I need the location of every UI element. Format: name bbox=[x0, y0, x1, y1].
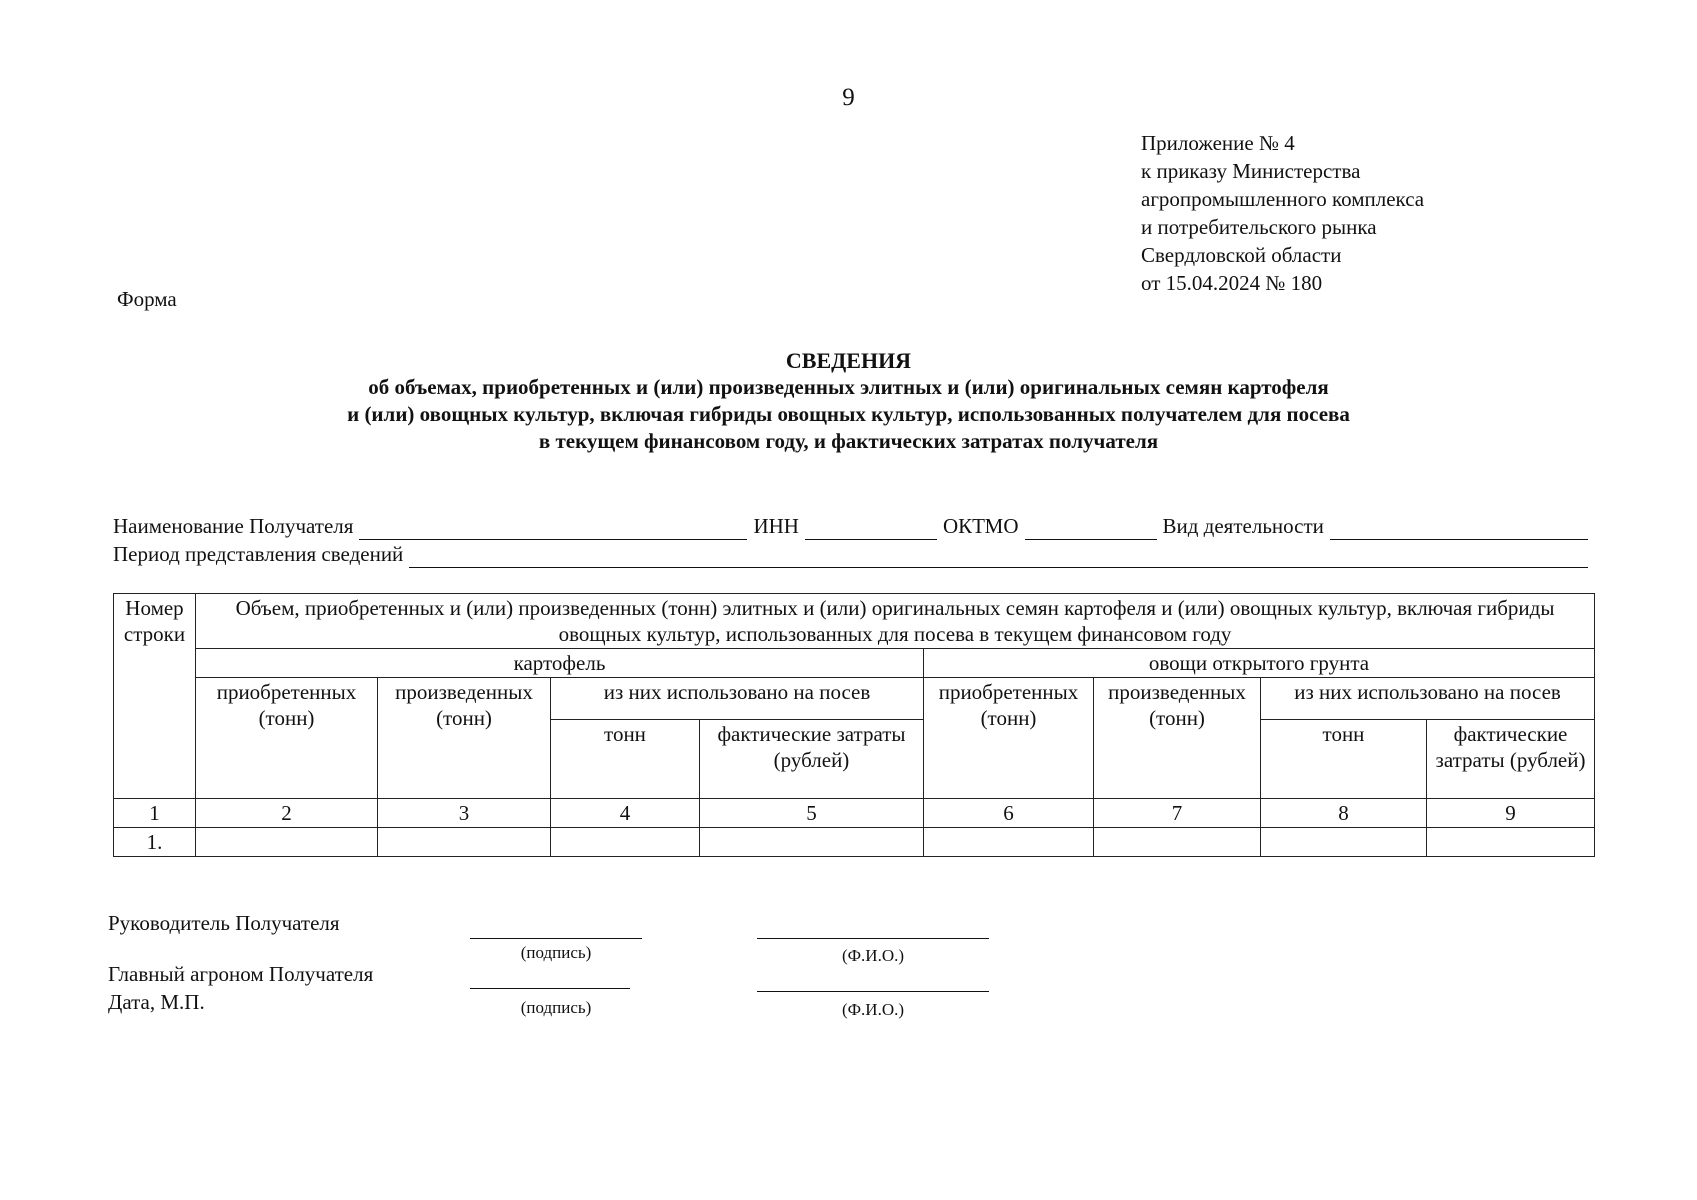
cell-veg-used-costs[interactable] bbox=[1427, 828, 1595, 857]
veg-used-header: из них использовано на посев bbox=[1261, 678, 1595, 720]
potato-header: картофель bbox=[196, 649, 924, 678]
head-label: Руководитель Получателя bbox=[108, 911, 340, 935]
oktmo-field[interactable] bbox=[1025, 519, 1157, 540]
agronomist-signature-line[interactable] bbox=[470, 988, 630, 989]
title-line: об объемах, приобретенных и (или) произведенных элитных и (или) оригинальных семян картофеля bbox=[368, 375, 1329, 399]
column-number: 3 bbox=[378, 799, 551, 828]
oktmo-label: ОКТМО bbox=[942, 514, 1019, 538]
column-number: 1 bbox=[114, 799, 196, 828]
column-number: 7 bbox=[1094, 799, 1261, 828]
signature-caption: (подпись) bbox=[520, 943, 592, 962]
recipient-name-label: Наименование Получателя bbox=[113, 514, 354, 538]
appendix-line: от 15.04.2024 № 180 bbox=[1141, 271, 1323, 295]
header-row-kinds bbox=[114, 678, 1595, 720]
activity-field[interactable] bbox=[1330, 519, 1588, 540]
title-line: в текущем финансовом году, и фактических затратах получателя bbox=[538, 429, 1159, 453]
activity-label: Вид деятельности bbox=[1162, 514, 1324, 538]
cell-veg-purchased[interactable] bbox=[924, 828, 1094, 857]
page-number: 9 bbox=[842, 84, 855, 111]
appendix-line: Приложение № 4 bbox=[1141, 131, 1295, 155]
head-name-line[interactable] bbox=[757, 938, 989, 939]
period-field[interactable] bbox=[409, 547, 1588, 568]
appendix-line: агропромышленного комплекса bbox=[1141, 187, 1425, 211]
form-label: Форма bbox=[117, 287, 177, 311]
inn-field[interactable] bbox=[805, 519, 937, 540]
period-label: Период представления сведений bbox=[113, 542, 404, 566]
name-caption: (Ф.И.О.) bbox=[841, 1000, 905, 1019]
signature-caption: (подпись) bbox=[520, 998, 592, 1017]
date-label: Дата, М.П. bbox=[108, 990, 205, 1014]
veg-tonnes-header: тонн bbox=[1261, 719, 1427, 798]
column-number: 4 bbox=[551, 799, 700, 828]
recipient-name-field[interactable] bbox=[359, 519, 747, 540]
column-number: 5 bbox=[700, 799, 924, 828]
title-line: и (или) овощных культур, включая гибриды овощных культур, использованных получателем для посева bbox=[347, 402, 1350, 426]
appendix-block bbox=[1141, 129, 1424, 297]
column-number: 6 bbox=[924, 799, 1094, 828]
inn-label: ИНН bbox=[753, 514, 799, 538]
name-caption: (Ф.И.О.) bbox=[841, 946, 905, 965]
potato-costs-header: фактические затраты (рублей) bbox=[700, 719, 924, 798]
document-title bbox=[0, 347, 1697, 455]
column-numbers-row bbox=[114, 799, 1595, 828]
title-heading: СВЕДЕНИЯ bbox=[785, 348, 912, 373]
table-row bbox=[114, 828, 1595, 857]
cell-veg-used-tonnes[interactable] bbox=[1261, 828, 1427, 857]
potato-used-header: из них использовано на посев bbox=[551, 678, 924, 720]
column-number: 8 bbox=[1261, 799, 1427, 828]
header-row-main bbox=[114, 594, 1595, 649]
row-number-header: Номер строки bbox=[114, 594, 196, 799]
cell-potato-purchased[interactable] bbox=[196, 828, 378, 857]
appendix-line: Свердловской области bbox=[1141, 243, 1342, 267]
agronomist-label: Главный агроном Получателя bbox=[108, 962, 374, 986]
main-header: Объем, приобретенных и (или) произведенных (тонн) элитных и (или) оригинальных семян картофеля и (или) овощных культур, включая гибриды овощных культур, использованных для посева в текущем финансовом году bbox=[196, 594, 1595, 649]
row-number: 1. bbox=[114, 828, 196, 857]
agronomist-name-line[interactable] bbox=[757, 991, 989, 992]
veg-produced-header: произведенных (тонн) bbox=[1094, 678, 1261, 799]
cell-potato-used-tonnes[interactable] bbox=[551, 828, 700, 857]
period-row bbox=[113, 540, 1588, 568]
cell-veg-produced[interactable] bbox=[1094, 828, 1261, 857]
vegetables-header: овощи открытого грунта bbox=[924, 649, 1595, 678]
column-number: 9 bbox=[1427, 799, 1595, 828]
cell-potato-used-costs[interactable] bbox=[700, 828, 924, 857]
data-table bbox=[113, 593, 1595, 857]
veg-costs-header: фактические затраты (рублей) bbox=[1427, 719, 1595, 798]
potato-purchased-header: приобретенных (тонн) bbox=[196, 678, 378, 799]
potato-tonnes-header: тонн bbox=[551, 719, 700, 798]
potato-produced-header: произведенных (тонн) bbox=[378, 678, 551, 799]
header-row-crops bbox=[114, 649, 1595, 678]
recipient-fields bbox=[113, 512, 1588, 568]
column-number: 2 bbox=[196, 799, 378, 828]
recipient-row bbox=[113, 512, 1588, 540]
appendix-line: и потребительского рынка bbox=[1141, 215, 1377, 239]
veg-purchased-header: приобретенных (тонн) bbox=[924, 678, 1094, 799]
cell-potato-produced[interactable] bbox=[378, 828, 551, 857]
head-signature-line[interactable] bbox=[470, 938, 642, 939]
appendix-line: к приказу Министерства bbox=[1141, 159, 1361, 183]
